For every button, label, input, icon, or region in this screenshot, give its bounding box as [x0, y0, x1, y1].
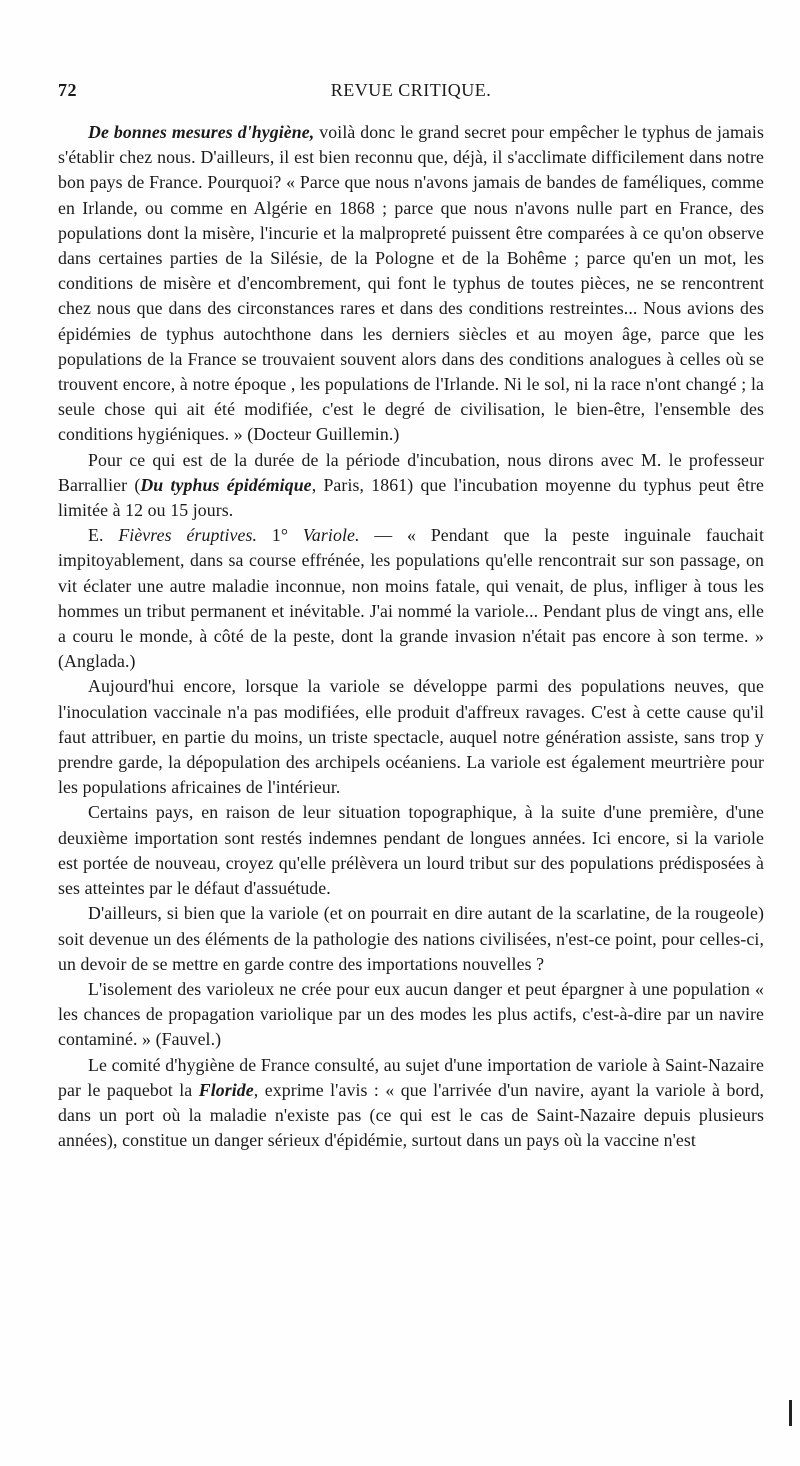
subsection-number: 1°	[257, 525, 303, 546]
paragraph-text: , exprime l'avis : « que l'arrivée d'un navire, ayant la variole à bord, dans un port où la maladie n'existe pas (ce qui est le cas de Saint-Nazaire depuis plusieurs années), constitue un danger sérieux d'épidémie, surtout dans un pays où la vaccine n'est	[58, 1079, 764, 1151]
running-title: REVUE CRITIQUE.	[330, 80, 492, 100]
paragraph-isolement: L'isolement des varioleux ne crée pour eux aucun danger et peut épargner à une population « les chances de propagation variolique par un des modes les plus actifs, c'est-à-dire par un navire contaminé. » (Fauvel.)	[58, 978, 764, 1050]
page-number: 72	[58, 80, 77, 100]
section-letter: E.	[88, 525, 119, 546]
paragraph-text: Pour ce qui est de la durée de la période d'incubation, nous dirons avec M. le professeur Barrallier (	[58, 449, 764, 495]
paragraph-hygiene	[58, 120, 764, 448]
book-page	[58, 80, 764, 1153]
paragraph-lead: De bonnes mesures d'hygiène,	[88, 122, 315, 142]
paragraph-text: , Paris, 1861) que l'incubation moyenne du typhus peut être limitée à 12 ou 15 jours.	[58, 474, 765, 521]
body-text	[58, 120, 764, 1153]
paragraph-incubation	[58, 448, 764, 524]
ship-name: Floride	[198, 1079, 254, 1100]
paragraph-text: voilà donc le grand secret pour empêcher le typhus de jamais s'établir chez nous. D'ailleurs, il est bien reconnu que, déjà, il s'acclimate difficilement dans notre bon pays de France. Pourquoi? « Parce que nous n'avons jamais de bandes de faméliques, comme en Irlande, ou comme en Algérie en 1868 ; parce que nous n'avons nulle part en France, des populations dont la misère, l'incurie et la malpropreté puissent être comparées à ce qu'on observe dans certaines parties de la Silésie, de la Pologne et de la Bohême ; parce qu'en un mot, les conditions de misère et d'encombrement, qui font le typhus de toutes pièces, ne se rencontrent chez nous que dans des circonstances rares et dans des conditions restreintes... Nous avions des épidémies de typhus autochthone dans les derniers siècles et au moyen âge, parce que les populations de la France se trouvaient souvent alors dans des conditions analogues à celles où se trouvent encore, à notre époque , les populations de l'Irlande. Ni le sol, ni la race n'ont changé ; la seule chose qui ait été modifiée, c'est le degré de civilisation, le bien-être, l'ensemble des conditions hygiéniques. » (Docteur Guillemin.)	[58, 122, 764, 445]
paragraph-aujourdhui: Aujourd'hui encore, lorsque la variole se développe parmi des populations neuves, que l'inoculation vaccinale n'a pas modifiées, elle produit d'affreux ravages. C'est à cette cause qu'il faut attribuer, en partie du moins, un triste spectacle, auquel notre génération assiste, sans trop y prendre garde, la dépopulation des archipels océaniens. La variole est également meurtrière pour les populations africaines de l'intérieur.	[58, 676, 764, 798]
section-heading: Fièvres éruptives.	[118, 525, 258, 546]
book-title: Du typhus épidémique	[140, 474, 312, 495]
page-header	[58, 80, 764, 110]
subsection-heading: Variole.	[302, 525, 360, 546]
paragraph-variole	[58, 523, 764, 674]
paragraph-text: — « Pendant que la peste inguinale fauchait impitoyablement, dans sa course effrénée, les populations qu'elle rencontrait sur son passage, on vit éclater une autre maladie inconnue, non moins fatale, qui venait, de plus, infliger à tous les hommes un tribut permanent et inévitable. J'ai nommé la variole... Pendant plus de vingt ans, elle a couru le monde, à côté de la peste, dont la grande invasion n'était pas encore à son terme. » (Anglada.)	[58, 525, 764, 672]
paragraph-text: Le comité d'hygiène de France consulté, au sujet d'une importation de variole à Saint-Nazaire par le paquebot la	[58, 1054, 764, 1100]
paragraph-certains-pays: Certains pays, en raison de leur situation topographique, à la suite d'une première, d'une deuxième importation sont restés indemnes pendant de longues années. Ici encore, si la variole est portée de nouveau, croyez qu'elle prélèvera un lourd tribut sur des populations prédisposées à ses atteintes par le défaut d'assuétude.	[58, 802, 764, 899]
scan-edge-mark	[789, 1400, 792, 1426]
paragraph-comite	[58, 1053, 764, 1154]
paragraph-dailleurs: D'ailleurs, si bien que la variole (et on pourrait en dire autant de la scarlatine, de la rougeole) soit devenue un des éléments de la pathologie des nations civilisées, n'est-ce point, pour celles-ci, un devoir de se mettre en garde contre des importations nouvelles ?	[58, 903, 764, 974]
